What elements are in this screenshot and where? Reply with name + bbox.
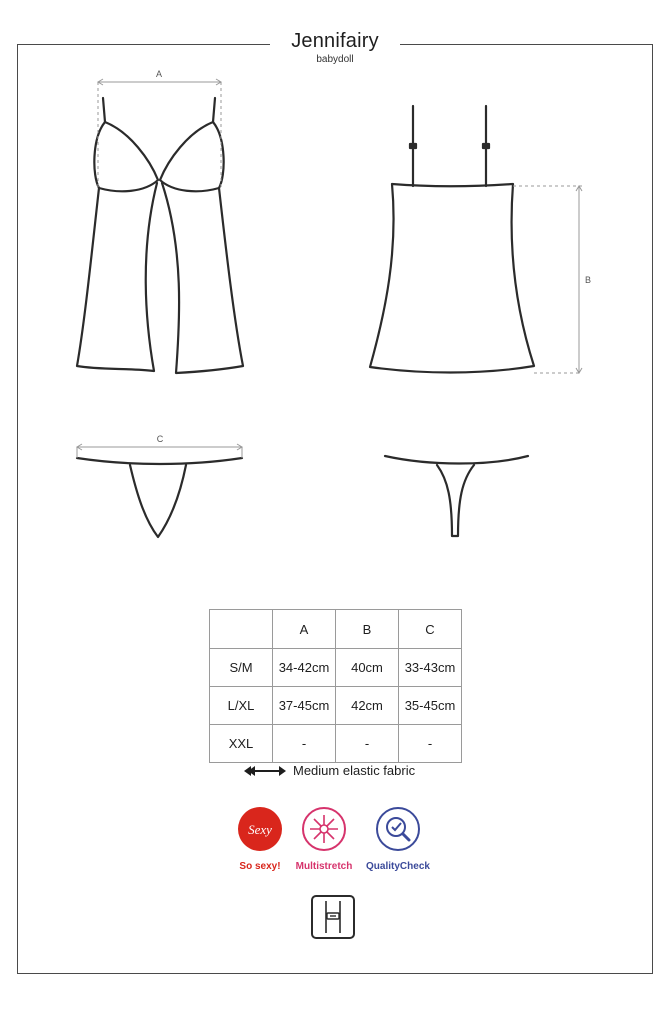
sexy-badge-icon — [237, 806, 283, 852]
thong-front-drawing — [77, 458, 242, 537]
size-table-header — [210, 610, 462, 649]
dimension-c-label: C — [156, 434, 164, 444]
sexy-logo-text: Sexy — [248, 822, 272, 837]
table-row — [210, 687, 462, 725]
garment-care-icon — [311, 895, 355, 939]
size-cell: L/XL — [210, 687, 273, 725]
size-table — [209, 609, 462, 763]
dimension-b-label: B — [584, 275, 592, 285]
size-cell: S/M — [210, 649, 273, 687]
badge-multistretch — [284, 806, 364, 872]
double-arrow-icon — [243, 764, 287, 778]
table-header-cell: A — [273, 610, 336, 649]
babydoll-back-drawing — [370, 106, 534, 373]
product-title: Jennifairy — [291, 30, 379, 52]
value-cell: - — [336, 725, 399, 763]
value-cell: 42cm — [336, 687, 399, 725]
table-header-cell: B — [336, 610, 399, 649]
table-row — [210, 649, 462, 687]
babydoll-front-drawing — [77, 98, 243, 373]
table-row — [210, 725, 462, 763]
badge-label: QualityCheck — [366, 861, 430, 872]
value-cell: - — [273, 725, 336, 763]
multistretch-icon — [301, 806, 347, 852]
fabric-label: Medium elastic fabric — [293, 763, 416, 778]
value-cell: 40cm — [336, 649, 399, 687]
dimension-a — [98, 79, 221, 190]
dimension-b — [513, 186, 582, 373]
dimension-c — [77, 444, 242, 458]
dimension-a-label: A — [155, 69, 163, 79]
value-cell: 33-43cm — [399, 649, 462, 687]
thong-back-drawing — [385, 456, 528, 536]
quality-check-icon — [375, 806, 421, 852]
value-cell: 37-45cm — [273, 687, 336, 725]
table-header-cell: C — [399, 610, 462, 649]
product-subtitle: babydoll — [316, 54, 354, 65]
table-header-cell — [210, 610, 273, 649]
badge-label: Multistretch — [295, 861, 353, 872]
fabric-info — [243, 763, 415, 778]
badge-label: So sexy! — [239, 861, 281, 872]
value-cell: - — [399, 725, 462, 763]
size-cell: XXL — [210, 725, 273, 763]
value-cell: 35-45cm — [399, 687, 462, 725]
value-cell: 34-42cm — [273, 649, 336, 687]
badge-quality-check — [358, 806, 438, 872]
